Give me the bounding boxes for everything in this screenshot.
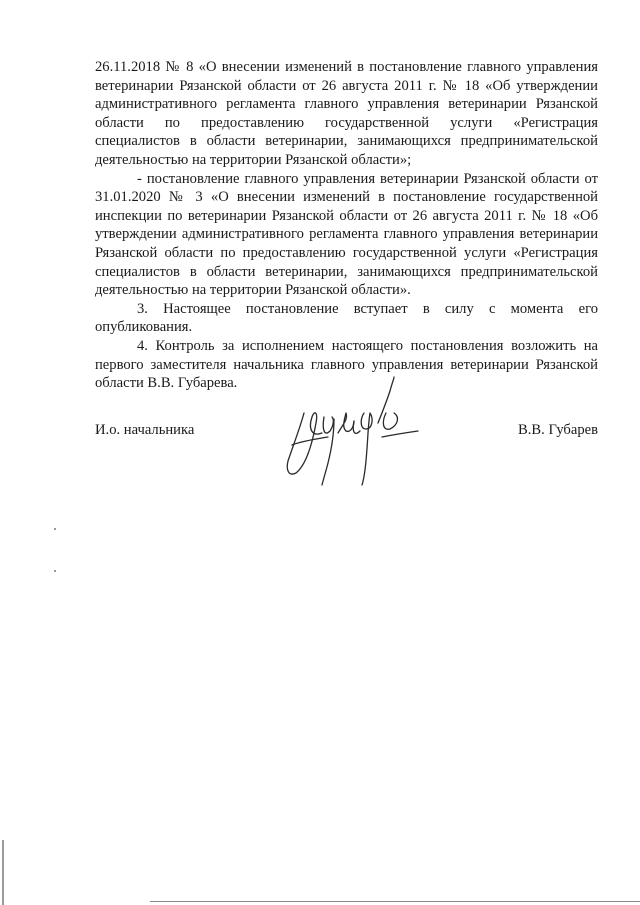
scan-speck xyxy=(54,528,56,530)
document-body xyxy=(95,58,598,393)
signatory-name: В.В. Губарев xyxy=(518,422,598,438)
paragraph-resolution-item: - постановление главного управления ветеринарии Рязанской области от 31.01.2020 № 3 «О внесении изменений в постановление государственной инспекции по ветеринарии Рязанской области от 26 августа 2011 г. № 18 «Об утверждении административного регламента главного управления ветеринарии Рязанской области по предоставлению государственной услуги «Регистрация специалистов в области ветеринарии, занимающихся предпринимательской деятельностью на территории Рязанской области». xyxy=(95,170,598,299)
paragraph-point-3: 3. Настоящее постановление вступает в силу с момента его опубликования. xyxy=(95,300,598,336)
handwritten-signature xyxy=(282,373,432,503)
scan-edge-mark xyxy=(2,840,4,905)
scan-speck xyxy=(54,570,56,572)
paragraph-continuation: 26.11.2018 № 8 «О внесении изменений в постановление главного управления ветеринарии Рязанской области от 26 августа 2011 г. № 18 «Об утверждении административного регламента главного управления ветеринарии Рязанской области по предоставлению государственной услуги «Регистрация специалистов в области ветеринарии, занимающихся предпринимательской деятельностью на территории Рязанской области»; xyxy=(95,59,598,168)
paragraph-point-4: 4. Контроль за исполнением настоящего постановления возложить на первого заместителя начальника главного управления ветеринарии Рязанской области В.В. Губарева. xyxy=(95,337,598,392)
scan-bottom-edge xyxy=(150,901,640,902)
signatory-title: И.о. начальника xyxy=(95,422,195,438)
